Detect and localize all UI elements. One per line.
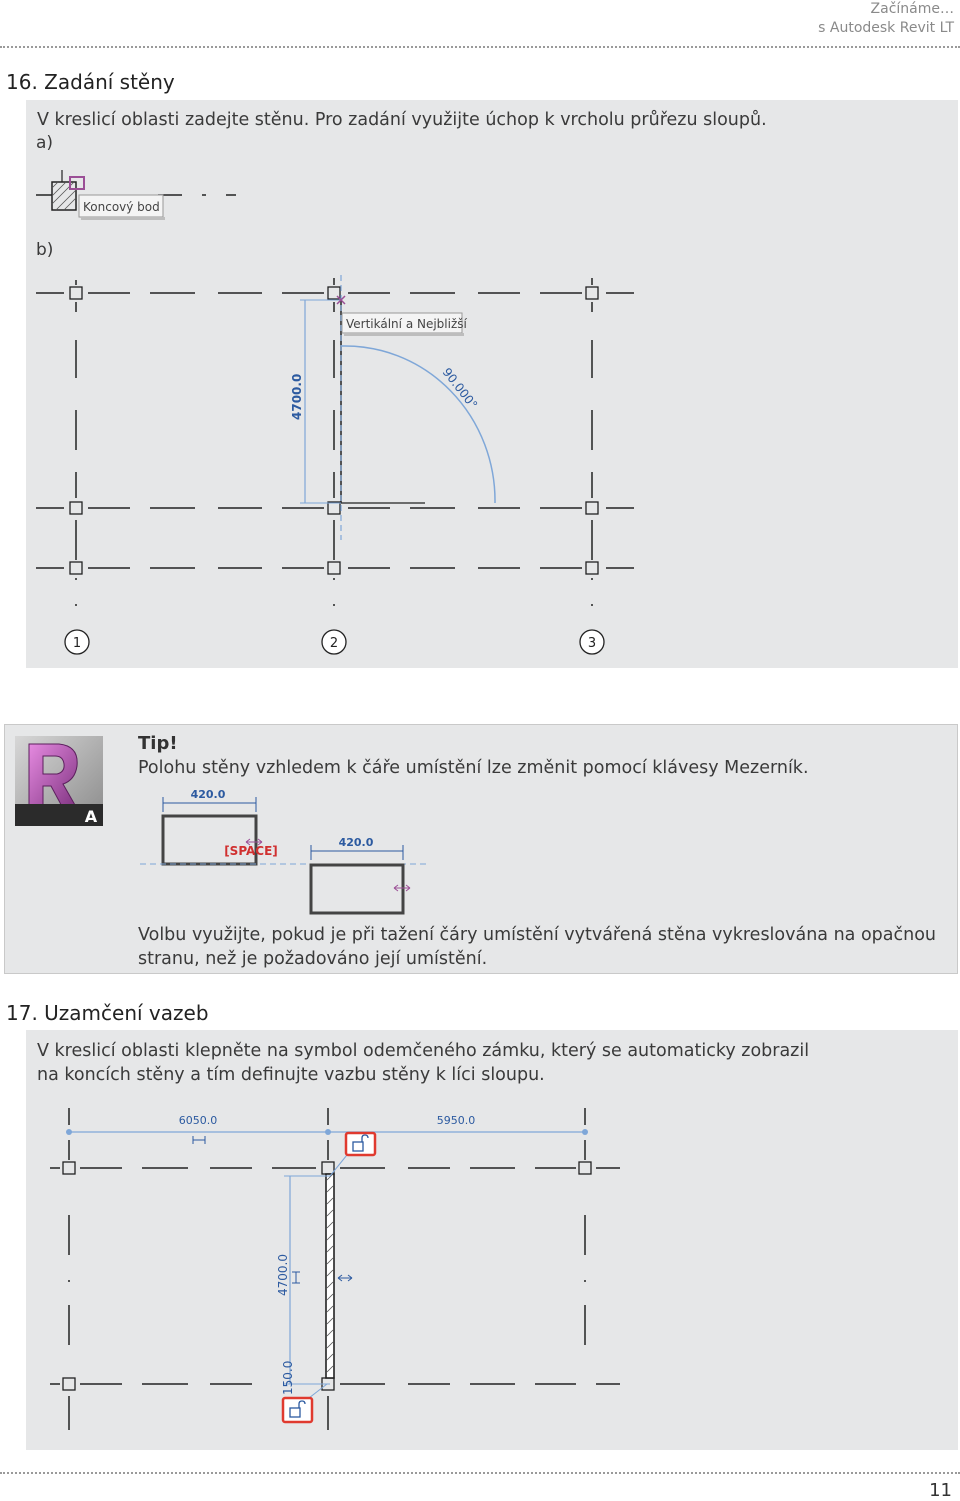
step17-text1: V kreslicí oblasti klepněte na symbol odemčeného zámku, který se automaticky zobrazil bbox=[37, 1041, 810, 1061]
label-b: b) bbox=[36, 240, 54, 260]
footer-rule bbox=[0, 1472, 960, 1474]
tip-title: Tip! bbox=[138, 733, 178, 754]
logo-letter: A bbox=[84, 807, 98, 826]
label-a: a) bbox=[36, 133, 54, 153]
grid-bubble-3: 3 bbox=[587, 636, 597, 651]
tip-dim2: 420.0 bbox=[338, 836, 374, 849]
space-label: [SPACE] bbox=[224, 844, 278, 858]
step17-title: 17. Uzamčení vazeb bbox=[6, 1001, 209, 1025]
tip-line2: Volbu využijte, pokud je při tažení čáry umístění vytvářená stěna vykreslována na opačnou bbox=[138, 925, 937, 945]
header-line2: s Autodesk Revit LT bbox=[818, 20, 954, 36]
lock-icon[interactable] bbox=[283, 1398, 312, 1422]
tip-line1: Polohu stěny vzhledem k čáře umístění lze změnit pomocí klávesy Mezerník. bbox=[138, 758, 809, 778]
tooltip-endpoint: Koncový bod bbox=[83, 200, 160, 214]
dimension-string bbox=[66, 1114, 588, 1144]
step16-text: V kreslicí oblasti zadejte stěnu. Pro zadání využijte úchop k vrcholu průřezu sloupů. bbox=[37, 110, 767, 130]
lock-icon[interactable] bbox=[346, 1133, 375, 1155]
step17-text2: na koncích stěny a tím definujte vazbu stěny k líci sloupu. bbox=[37, 1065, 545, 1085]
header-line1: Začínáme… bbox=[870, 1, 954, 17]
wall-17 bbox=[276, 1150, 352, 1405]
grid-lines-17 bbox=[50, 1108, 620, 1430]
dim-5950: 5950.0 bbox=[436, 1114, 476, 1127]
dim-4700: 4700.0 bbox=[290, 373, 304, 420]
tooltip-vertical: Vertikální a Nejbližší bbox=[346, 317, 467, 331]
dim-vertical: 4700.0 bbox=[276, 1254, 290, 1296]
page-number: 11 bbox=[929, 1480, 952, 1501]
grid-bubble-2: 2 bbox=[329, 636, 339, 651]
grid-bubble-1: 1 bbox=[72, 636, 82, 651]
dim-small: 150.0 bbox=[281, 1360, 295, 1395]
step16-title: 16. Zadání stěny bbox=[6, 70, 175, 94]
dim-6050: 6050.0 bbox=[178, 1114, 218, 1127]
tip-line3: stranu, než je požadováno její umístění. bbox=[138, 949, 488, 969]
tip-dim1: 420.0 bbox=[190, 788, 226, 801]
angle-label: 90.000° bbox=[439, 365, 481, 412]
